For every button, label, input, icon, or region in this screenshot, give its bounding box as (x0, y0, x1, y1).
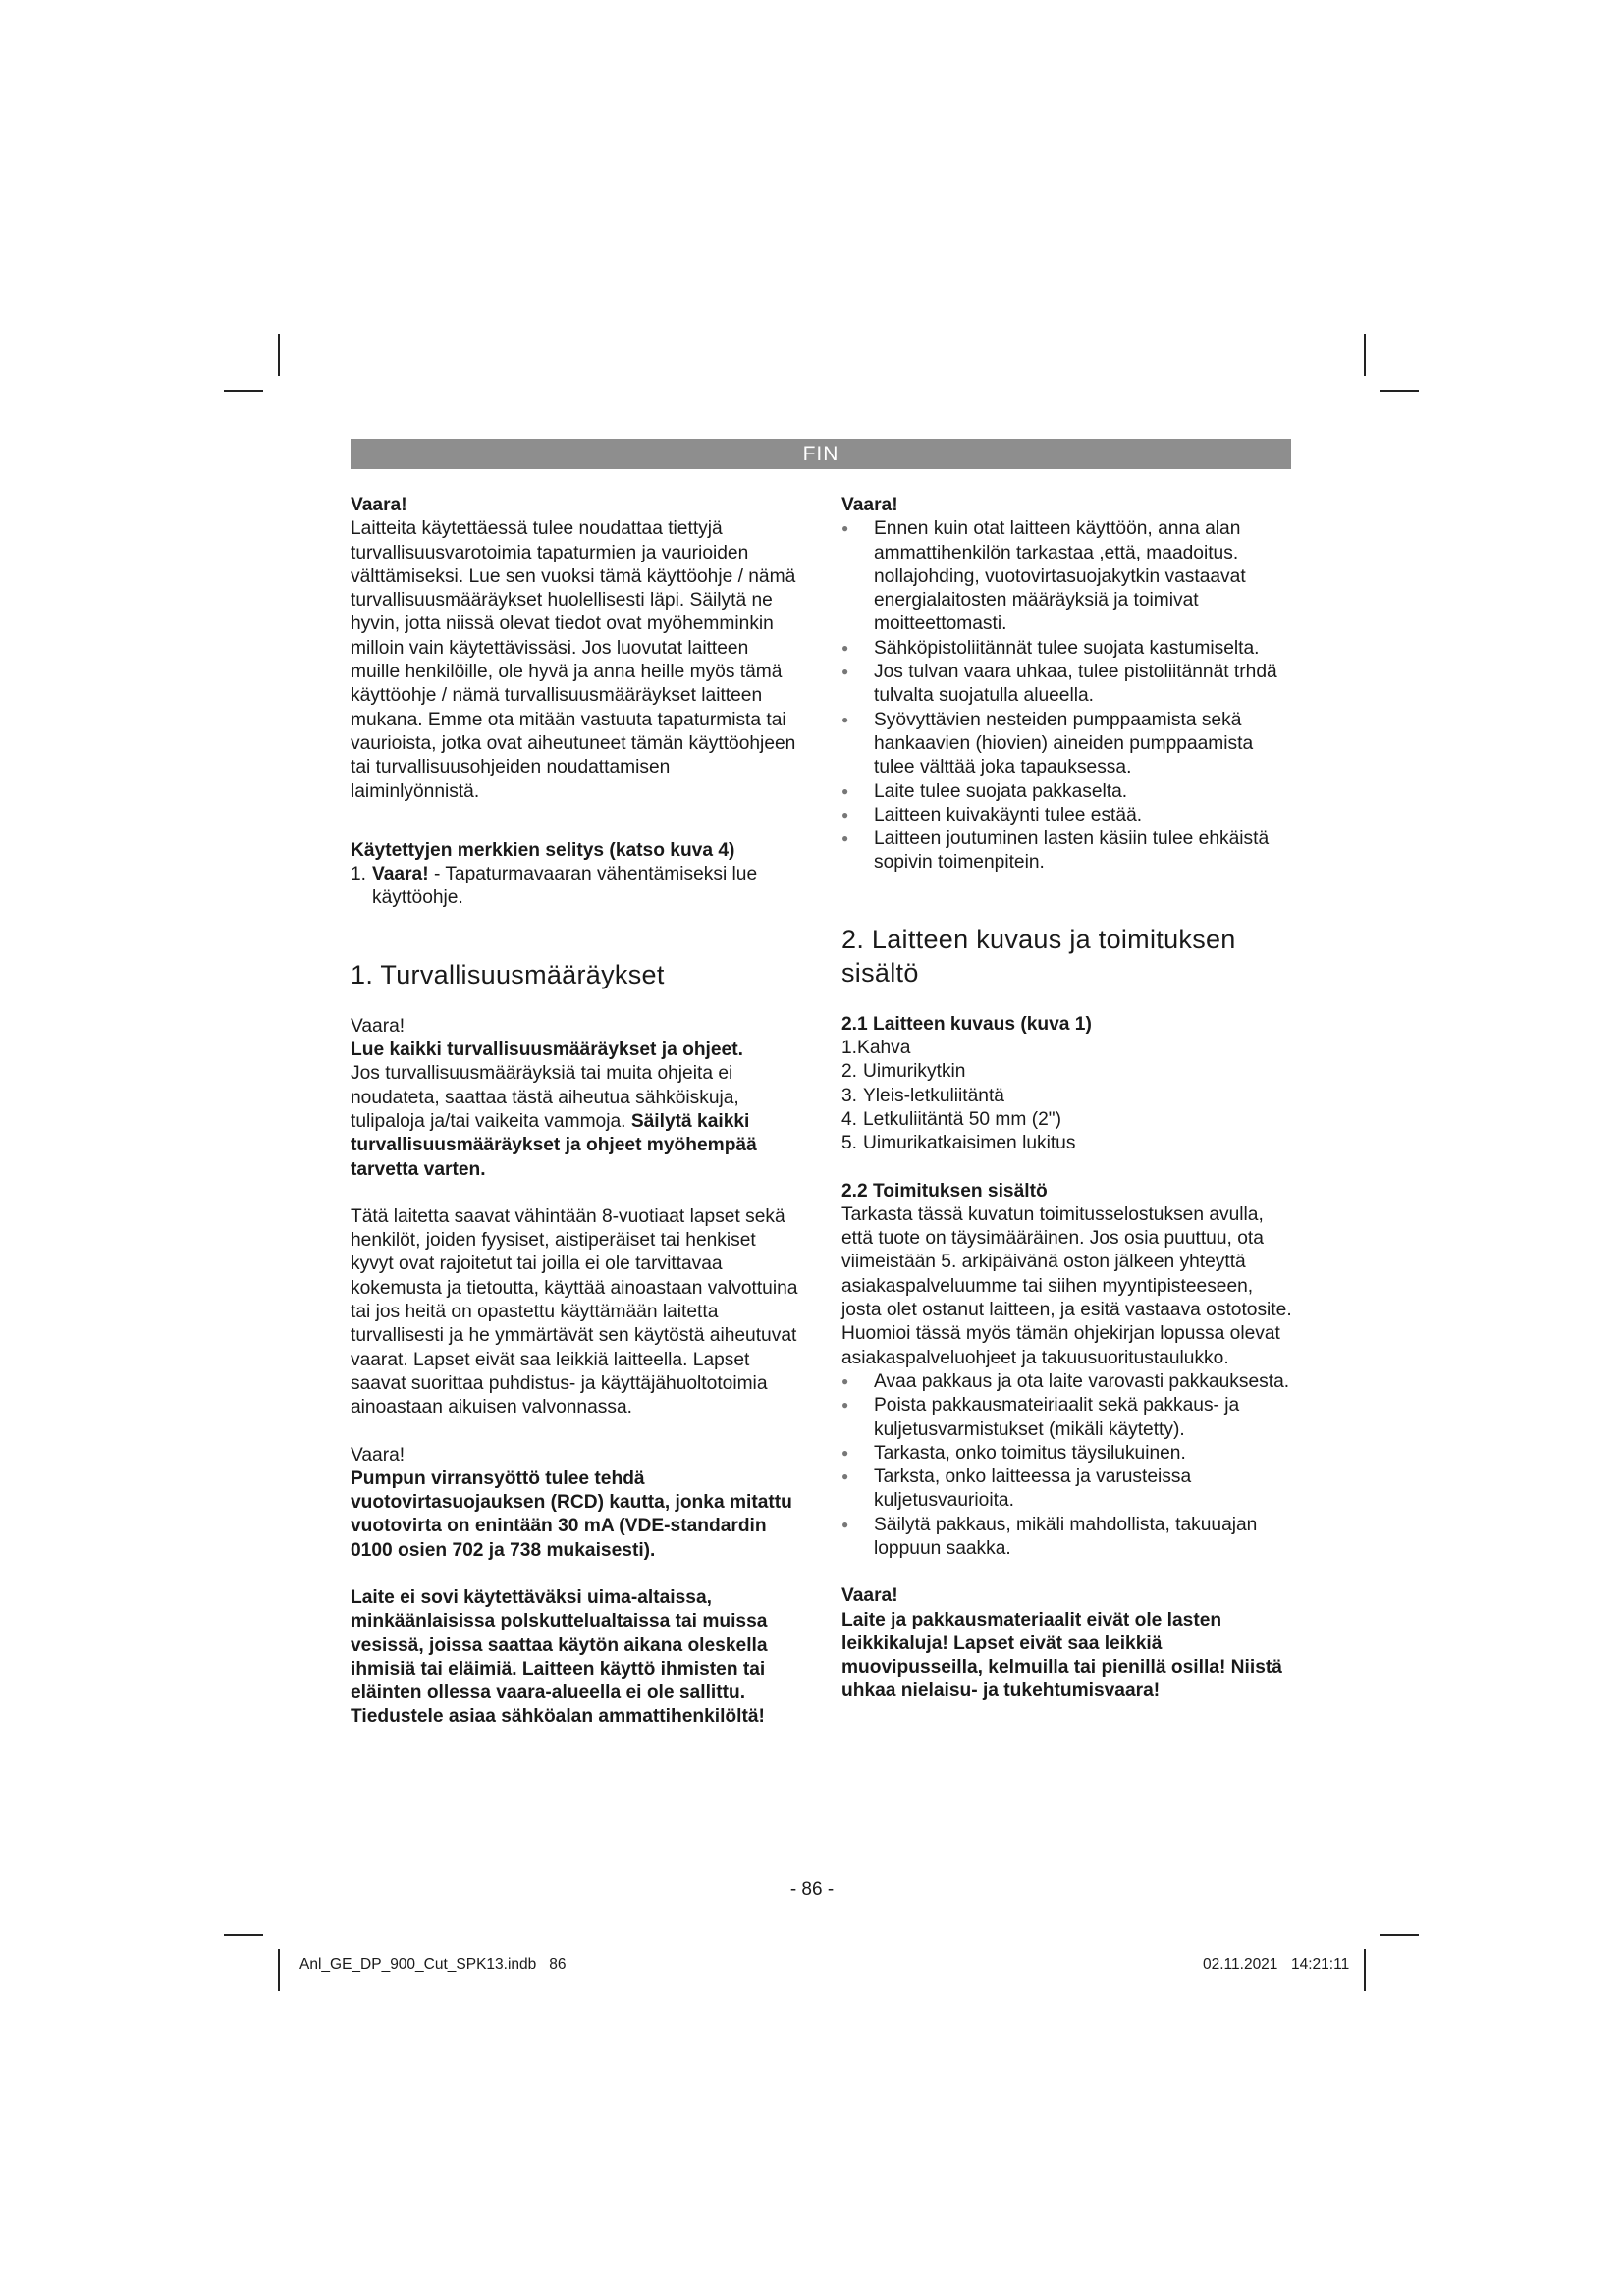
left-column (351, 494, 802, 1730)
crop-mark-bottom-right-v (1364, 1949, 1366, 1991)
symbols-item-bold: Vaara! (372, 864, 429, 885)
right-warning: Vaara! (841, 495, 898, 515)
intro-warning: Vaara! (351, 495, 407, 515)
children-paragraph: Tätä laitetta saavat vähintään 8-vuotiaat lapset sekä henkilöt, joiden fyysiset, aistiperäiset tai henkiset kyvyt ovat rajoitetut tai joilla ei ole tarvittavaa kokemusta ja tietoutta, käyttää ainoastaan valvottuina tai jos heitä on opastettu käyttämään laitetta turvallisesti ja he ymmärtävät sen käytöstä aiheutuvat vaarat. Lapset eivät saa leikkiä laitteella. Lapset saavat suorittaa puhdistus- ja käyttäjähuoltotoimia ainoastaan aikuisen valvonnassa. (351, 1205, 798, 1418)
part-label: Uimurikytkin (863, 1061, 966, 1083)
footer-date: 02.11.2021 (1203, 1956, 1278, 1973)
intro-text: Laitteita käytettäessä tulee noudattaa tiettyjä turvallisuusvarotoimia tapaturmien ja vaurioiden välttämiseksi. Lue sen vuoksi tämä käyttöohje / nämä turvallisuusmääräykset huolellisesti läpi. Säilytä ne hyvin, jotta niissä olevat tiedot ovat myöhemminkin milloin vain käytettävissäsi. Jos luovutat laitteen muille henkilöille, ole hyvä ja anna heille myös tämä käyttöohje / nämä turvallisuusmääräykset laitteen mukana. Emme ota mitään vastuuta tapaturmista tai vaurioista, jotka ovat aiheutuneet tämän käyttöohjeen tai turvallisuusohjeiden noudattamisen laiminlyönnistä. (351, 518, 796, 802)
list-item: ● Poista pakkausmateiriaalit sekä pakkaus- ja kuljetusvarmistukset (mikäli käytetty). (841, 1394, 1293, 1442)
section1-text (351, 1062, 802, 1181)
symbols-item (351, 863, 802, 911)
part-number: 1. (841, 1038, 858, 1059)
rcd-paragraph: Pumpun virransyöttö tulee tehdä vuotovirtasuojauksen (RCD) kautta, jonka mitattu vuotovirta on enintään 30 mA (VDE-standardin 0100 osien 702 ja 738 mukaisesti). (351, 1468, 792, 1561)
delivery-bullet-list (841, 1370, 1293, 1561)
list-item (841, 1108, 1293, 1132)
crop-mark-bottom-left-v (278, 1949, 280, 1991)
part-label: Yleis-letkuliitäntä (863, 1085, 1004, 1106)
right-column (841, 494, 1293, 1704)
symbols-item-text: - Tapaturmavaaran vähentämiseksi lue käyttöohje. (372, 864, 758, 909)
crop-mark-top-left-v (278, 334, 280, 376)
section1-bold-lead: Lue kaikki turvallisuusmääräykset ja ohjeet. (351, 1040, 743, 1061)
footer-time: 14:21:11 (1291, 1956, 1350, 1973)
part-label: Letkuliitäntä 50 mm (2") (863, 1108, 1061, 1130)
list-item (841, 1060, 1293, 1084)
crop-mark-top-right-h (1380, 390, 1419, 392)
section1-text-body: Jos turvallisuusmääräyksiä tai muita ohjeita ei noudateta, saattaa tästä aiheutua sähköiskuja, tulipaloja ja/tai vaikeita vammoja. (351, 1063, 739, 1132)
crop-mark-top-right-v (1364, 334, 1366, 376)
list-item: ● Jos tulvan vaara uhkaa, tulee pistoliitännät trhdä tulvalta suojatulla alueella. (841, 661, 1293, 709)
list-item (841, 1132, 1293, 1155)
section2-warning: Vaara! (841, 1585, 898, 1607)
crop-mark-bottom-right-h (1380, 1934, 1419, 1936)
packaging-warning: Laite ja pakkausmateriaalit eivät ole lasten leikkikaluja! Lapset eivät saa leikkiä muovipusseilla, kelmuilla tai pienillä osilla! Niistä uhkaa nielaisu- ja tukehtumisvaara! (841, 1609, 1282, 1702)
footer-file: Anl_GE_DP_900_Cut_SPK13.indb 86 (299, 1956, 567, 1973)
part-label: Uimurikatkaisimen lukitus (863, 1133, 1076, 1154)
section1-bold-tail: Säilytä kaikki turvallisuusmääräykset ja ohjeet myöhempää tarvetta varten. (351, 1110, 757, 1180)
list-item: ● Laite tulee suojata pakkaselta. (841, 780, 1293, 804)
crop-mark-top-left-h (224, 390, 263, 392)
crop-mark-bottom-left-h (224, 1934, 263, 1936)
list-item: ● Laitteen kuivakäynti tulee estää. (841, 804, 1293, 828)
list-item: ● Säilytä pakkaus, mikäli mahdollista, takuuajan loppuun saakka. (841, 1514, 1293, 1562)
safety-bullet-list (841, 517, 1293, 875)
list-item: ● Ennen kuin otat laitteen käyttöön, anna alan ammattihenkilön tarkastaa ,että, maadoitus. nollajohding, vuotovirtasuojakytkin vastaavat energialaitosten määräyksiä ja toimivat moitteettomasti. (841, 517, 1293, 636)
part-number: 2. (841, 1061, 858, 1083)
symbols-item-number: 1. (351, 864, 367, 885)
section2-heading: 2. Laitteen kuvaus ja toimituksen sisältö (841, 924, 1236, 988)
part-number: 5. (841, 1133, 858, 1154)
language-header-bar: FIN (351, 439, 1291, 469)
list-item: ● Tarksta, onko laitteessa ja varusteissa kuljetusvaurioita. (841, 1466, 1293, 1514)
delivery-paragraph: Tarkasta tässä kuvatun toimitusselostuksen avulla, että tuote on täysimääräinen. Jos osia puuttuu, ota viimeistään 5. arkipäivänä oston jälkeen yhteyttä asiakaspalveluumme tai siihen myyntipisteeseen, josta olet ostanut laitteen, ja esitä vastaava ostotosite. Huomioi tässä myös tämän ohjekirjan lopussa olevat asiakaspalveluohjeet ja takuusuoritustaulukko. (841, 1203, 1292, 1368)
list-item (841, 1037, 1293, 1060)
part-number: 3. (841, 1085, 858, 1106)
list-item: ● Sähköpistoliitännät tulee suojata kastumiselta. (841, 637, 1293, 661)
section1-warning-2: Vaara! (351, 1444, 406, 1466)
symbols-list (351, 863, 802, 911)
symbols-title: Käytettyjen merkkien selitys (katso kuva 4) (351, 839, 735, 861)
parts-list (841, 1037, 1293, 1155)
section1-warning: Vaara! (351, 1015, 406, 1037)
page-number: - 86 - (789, 1879, 835, 1899)
list-item: ● Laitteen joutuminen lasten käsiin tulee ehkäistä sopivin toimenpitein. (841, 828, 1293, 876)
part-number: 4. (841, 1108, 858, 1130)
list-item (841, 1085, 1293, 1108)
list-item: ● Syövyttävien nesteiden pumppaamista sekä hankaavien (hiovien) aineiden pumppaamista tulee välttää joka tapauksessa. (841, 709, 1293, 780)
section2-1-title: 2.1 Laitteen kuvaus (kuva 1) (841, 1013, 1092, 1035)
pool-paragraph: Laite ei sovi käytettäväksi uima-altaissa, minkäänlaisissa polskuttelualtaissa tai muissa vesissä, joissa saattaa käytön aikana oleskella ihmisiä tai eläimiä. Laitteen käyttö ihmisten tai eläinten ollessa vaara-alueella ei ole sallittu. Tiedustele asiaa sähköalan ammattihenkilöltä! (351, 1586, 768, 1728)
list-item: ● Tarkasta, onko toimitus täysilukuinen. (841, 1442, 1293, 1466)
section2-2-title: 2.2 Toimituksen sisältö (841, 1180, 1048, 1201)
part-label: Kahva (857, 1038, 911, 1059)
section1-heading: 1. Turvallisuusmääräykset (351, 959, 665, 989)
list-item: ● Avaa pakkaus ja ota laite varovasti pakkauksesta. (841, 1370, 1293, 1394)
